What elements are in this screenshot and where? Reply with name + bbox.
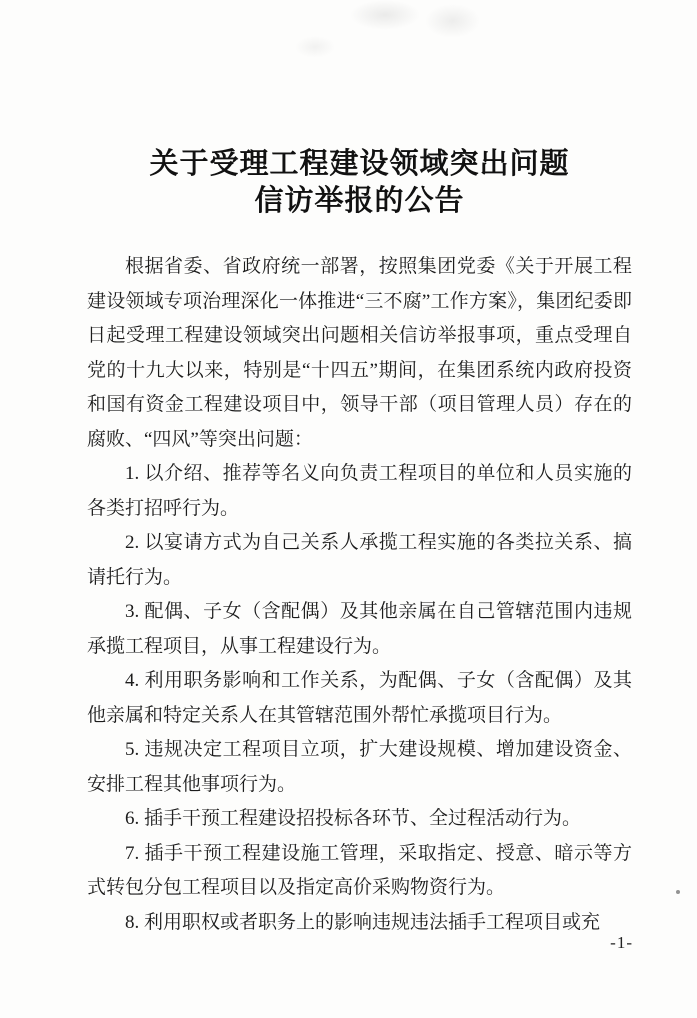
document-title-line-1: 关于受理工程建设领域突出问题 bbox=[149, 148, 570, 180]
intro-paragraph: 根据省委、省政府统一部署，按照集团党委《关于开展工程建设领域专项治理深化一体推进“三不腐”工作方案》，集团纪委即日起受理工程建设领域突出问题相关信访举报事项，重点受理自党的十九大以来，特别是“十四五”期间，在集团系统内政府投资和国有资金工程建设项目中，领导干部（项目管理人员）存在的腐败、“四风”等突出问题： bbox=[87, 256, 632, 450]
list-item-1: 1. 以介绍、推荐等名义向负责工程项目的单位和人员实施的各类打招呼行为。 bbox=[87, 463, 632, 519]
list-item-5: 5. 违规决定工程项目立项，扩大建设规模、增加建设资金、安排工程其他事项行为。 bbox=[87, 739, 632, 795]
scan-speck bbox=[676, 890, 680, 894]
document-title bbox=[87, 146, 632, 220]
page-number: -1- bbox=[610, 933, 633, 952]
list-item-7: 7. 插手干预工程建设施工管理，采取指定、授意、暗示等方式转包分包工程项目以及指定高价采购物资行为。 bbox=[87, 842, 632, 898]
list-item-8: 8. 利用职权或者职务上的影响违规违法插手工程项目或充 bbox=[125, 911, 601, 933]
document-title-line-2: 信访举报的公告 bbox=[254, 185, 465, 217]
document-body bbox=[87, 250, 632, 940]
list-item-6: 6. 插手干预工程建设招投标各环节、全过程活动行为。 bbox=[125, 808, 582, 829]
document-content bbox=[87, 0, 632, 940]
list-item-2: 2. 以宴请方式为自己关系人承揽工程实施的各类拉关系、搞请托行为。 bbox=[87, 532, 632, 588]
list-item-3: 3. 配偶、子女（含配偶）及其他亲属在自己管辖范围内违规承揽工程项目，从事工程建设行为。 bbox=[87, 601, 632, 657]
list-item-4: 4. 利用职务影响和工作关系，为配偶、子女（含配偶）及其他亲属和特定关系人在其管辖范围外帮忙承揽项目行为。 bbox=[87, 670, 632, 726]
